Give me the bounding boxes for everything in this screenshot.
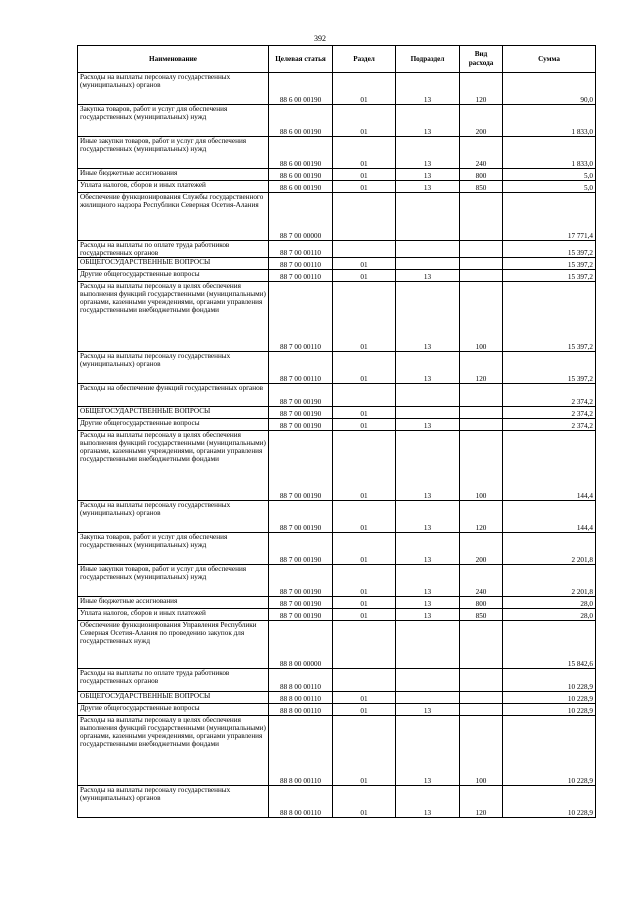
row-amount: 10 228,9 — [503, 669, 596, 692]
row-amount: 10 228,9 — [503, 704, 596, 716]
row-subsection — [396, 669, 460, 692]
row-name: Иные бюджетные ассигнования — [78, 169, 269, 181]
header-expense-type: Вид расхода — [460, 46, 503, 73]
row-expense-type: 120 — [460, 501, 503, 533]
row-section: 01 — [333, 431, 396, 501]
row-code: 88 7 00 00110 — [269, 270, 333, 282]
row-subsection — [396, 692, 460, 704]
row-name: Иные закупки товаров, работ и услуг для обеспечения государственных (муниципальных) нужд — [78, 565, 269, 597]
row-name: Закупка товаров, работ и услуг для обеспечения государственных (муниципальных) нужд — [78, 105, 269, 137]
row-section: 01 — [333, 597, 396, 609]
table-row — [78, 181, 596, 193]
row-amount: 2 374,2 — [503, 407, 596, 419]
row-code: 88 7 00 00190 — [269, 533, 333, 565]
row-amount: 17 771,4 — [503, 193, 596, 241]
row-amount: 10 228,9 — [503, 692, 596, 704]
table-row — [78, 137, 596, 169]
row-subsection — [396, 384, 460, 407]
table-row — [78, 609, 596, 621]
row-expense-type: 240 — [460, 565, 503, 597]
row-name: Закупка товаров, работ и услуг для обеспечения государственных (муниципальных) нужд — [78, 533, 269, 565]
row-code: 88 8 00 00000 — [269, 621, 333, 669]
header-amount: Сумма — [503, 46, 596, 73]
table-row — [78, 692, 596, 704]
row-expense-type — [460, 704, 503, 716]
table-row — [78, 241, 596, 258]
row-section — [333, 621, 396, 669]
row-subsection: 13 — [396, 181, 460, 193]
row-amount: 1 833,0 — [503, 137, 596, 169]
row-section: 01 — [333, 270, 396, 282]
row-section: 01 — [333, 105, 396, 137]
row-name: Уплата налогов, сборов и иных платежей — [78, 181, 269, 193]
row-section: 01 — [333, 137, 396, 169]
row-expense-type: 240 — [460, 137, 503, 169]
row-section: 01 — [333, 407, 396, 419]
row-name: Расходы на выплаты персоналу государственных (муниципальных) органов — [78, 501, 269, 533]
row-name: Расходы на выплаты персоналу государственных (муниципальных) органов — [78, 73, 269, 105]
row-name: Иные закупки товаров, работ и услуг для обеспечения государственных (муниципальных) нужд — [78, 137, 269, 169]
table-row — [78, 565, 596, 597]
row-expense-type: 120 — [460, 786, 503, 818]
table-row — [78, 352, 596, 384]
row-section: 01 — [333, 352, 396, 384]
header-name: Наименование — [78, 46, 269, 73]
row-code: 88 6 00 00190 — [269, 105, 333, 137]
row-subsection: 13 — [396, 431, 460, 501]
row-subsection — [396, 258, 460, 270]
row-expense-type — [460, 384, 503, 407]
row-name: Другие общегосударственные вопросы — [78, 270, 269, 282]
row-subsection — [396, 193, 460, 241]
header-code: Целевая статья — [269, 46, 333, 73]
row-section: 01 — [333, 169, 396, 181]
table-row — [78, 533, 596, 565]
row-expense-type — [460, 258, 503, 270]
row-name: Расходы на обеспечение функций государственных органов — [78, 384, 269, 407]
row-code: 88 7 00 00110 — [269, 241, 333, 258]
row-section — [333, 241, 396, 258]
row-section — [333, 384, 396, 407]
row-subsection: 13 — [396, 419, 460, 431]
row-section — [333, 193, 396, 241]
table-row — [78, 258, 596, 270]
row-expense-type — [460, 669, 503, 692]
row-section: 01 — [333, 704, 396, 716]
row-name: Иные бюджетные ассигнования — [78, 597, 269, 609]
row-section — [333, 669, 396, 692]
page-number: 392 — [314, 34, 326, 43]
row-name: Другие общегосударственные вопросы — [78, 419, 269, 431]
row-name: ОБЩЕГОСУДАРСТВЕННЫЕ ВОПРОСЫ — [78, 692, 269, 704]
row-expense-type: 800 — [460, 169, 503, 181]
row-name: Расходы на выплаты по оплате труда работников государственных органов — [78, 669, 269, 692]
table-row — [78, 105, 596, 137]
row-subsection: 13 — [396, 786, 460, 818]
row-expense-type: 850 — [460, 609, 503, 621]
row-expense-type — [460, 407, 503, 419]
row-name: Расходы на выплаты персоналу государственных (муниципальных) органов — [78, 786, 269, 818]
row-section: 01 — [333, 565, 396, 597]
row-section: 01 — [333, 716, 396, 786]
row-subsection: 13 — [396, 73, 460, 105]
row-amount: 2 374,2 — [503, 384, 596, 407]
table-row — [78, 193, 596, 241]
row-subsection: 13 — [396, 352, 460, 384]
row-amount: 144,4 — [503, 431, 596, 501]
row-name: Расходы на выплаты персоналу в целях обеспечения выполнения функций государственными (муниципальными) органами, казенными учреждениями, органами управления государственными внебюджетными фондами — [78, 431, 269, 501]
row-subsection: 13 — [396, 716, 460, 786]
table-row — [78, 786, 596, 818]
table-row — [78, 597, 596, 609]
row-name: Расходы на выплаты персоналу в целях обеспечения выполнения функций государственными (муниципальными) органами, казенными учреждениями, органами управления государственными внебюджетными фондами — [78, 716, 269, 786]
row-section: 01 — [333, 609, 396, 621]
table-row — [78, 73, 596, 105]
row-amount: 28,0 — [503, 609, 596, 621]
row-code: 88 8 00 00110 — [269, 692, 333, 704]
row-expense-type — [460, 621, 503, 669]
row-section: 01 — [333, 533, 396, 565]
row-name: ОБЩЕГОСУДАРСТВЕННЫЕ ВОПРОСЫ — [78, 407, 269, 419]
row-amount: 5,0 — [503, 181, 596, 193]
row-code: 88 7 00 00190 — [269, 501, 333, 533]
row-code: 88 8 00 00110 — [269, 716, 333, 786]
row-amount: 2 201,8 — [503, 533, 596, 565]
row-subsection: 13 — [396, 105, 460, 137]
row-expense-type — [460, 193, 503, 241]
row-section: 01 — [333, 258, 396, 270]
row-code: 88 7 00 00110 — [269, 352, 333, 384]
row-section: 01 — [333, 181, 396, 193]
row-amount: 15 397,2 — [503, 258, 596, 270]
row-code: 88 7 00 00110 — [269, 282, 333, 352]
row-amount: 5,0 — [503, 169, 596, 181]
row-subsection: 13 — [396, 270, 460, 282]
row-amount: 90,0 — [503, 73, 596, 105]
budget-table — [77, 45, 596, 818]
row-code: 88 8 00 00110 — [269, 704, 333, 716]
row-subsection: 13 — [396, 169, 460, 181]
row-subsection: 13 — [396, 501, 460, 533]
row-expense-type: 100 — [460, 716, 503, 786]
row-code: 88 7 00 00190 — [269, 597, 333, 609]
row-name: Обеспечение функционирования Службы государственного жилищного надзора Республики Северная Осетия-Алания — [78, 193, 269, 241]
row-expense-type: 120 — [460, 352, 503, 384]
row-code: 88 8 00 00110 — [269, 669, 333, 692]
row-name: Другие общегосударственные вопросы — [78, 704, 269, 716]
row-expense-type — [460, 270, 503, 282]
row-amount: 15 842,6 — [503, 621, 596, 669]
row-subsection: 13 — [396, 533, 460, 565]
row-subsection: 13 — [396, 137, 460, 169]
row-code: 88 7 00 00000 — [269, 193, 333, 241]
row-name: Обеспечение функционирования Управления Республики Северная Осетия-Алания по проведению закупок для государственных нужд — [78, 621, 269, 669]
table-header-row — [78, 46, 596, 73]
row-code: 88 8 00 00110 — [269, 786, 333, 818]
table-row — [78, 169, 596, 181]
row-expense-type: 850 — [460, 181, 503, 193]
row-code: 88 7 00 00190 — [269, 609, 333, 621]
row-amount: 2 201,8 — [503, 565, 596, 597]
row-expense-type: 100 — [460, 282, 503, 352]
table-row — [78, 716, 596, 786]
row-name: Расходы на выплаты по оплате труда работников государственных органов — [78, 241, 269, 258]
row-name: Уплата налогов, сборов и иных платежей — [78, 609, 269, 621]
row-code: 88 6 00 00190 — [269, 137, 333, 169]
row-expense-type: 200 — [460, 533, 503, 565]
row-subsection — [396, 621, 460, 669]
row-amount: 10 228,9 — [503, 716, 596, 786]
row-expense-type — [460, 241, 503, 258]
row-amount: 15 397,2 — [503, 241, 596, 258]
table-row — [78, 501, 596, 533]
row-subsection: 13 — [396, 609, 460, 621]
row-subsection: 13 — [396, 597, 460, 609]
row-expense-type: 800 — [460, 597, 503, 609]
row-code: 88 7 00 00190 — [269, 384, 333, 407]
row-amount: 15 397,2 — [503, 270, 596, 282]
row-amount: 28,0 — [503, 597, 596, 609]
row-subsection: 13 — [396, 565, 460, 597]
row-code: 88 6 00 00190 — [269, 181, 333, 193]
row-amount: 15 397,2 — [503, 282, 596, 352]
row-code: 88 6 00 00190 — [269, 73, 333, 105]
row-amount: 2 374,2 — [503, 419, 596, 431]
table-row — [78, 419, 596, 431]
row-section: 01 — [333, 282, 396, 352]
header-section: Раздел — [333, 46, 396, 73]
table-row — [78, 431, 596, 501]
table-row — [78, 384, 596, 407]
row-amount: 1 833,0 — [503, 105, 596, 137]
row-section: 01 — [333, 692, 396, 704]
row-subsection: 13 — [396, 282, 460, 352]
row-name: ОБЩЕГОСУДАРСТВЕННЫЕ ВОПРОСЫ — [78, 258, 269, 270]
table-row — [78, 282, 596, 352]
row-code: 88 6 00 00190 — [269, 169, 333, 181]
row-amount: 15 397,2 — [503, 352, 596, 384]
row-section: 01 — [333, 501, 396, 533]
row-name: Расходы на выплаты персоналу в целях обеспечения выполнения функций государственными (муниципальными) органами, казенными учреждениями, органами управления государственными внебюджетными фондами — [78, 282, 269, 352]
row-section: 01 — [333, 419, 396, 431]
table-row — [78, 407, 596, 419]
row-expense-type: 120 — [460, 73, 503, 105]
row-subsection — [396, 241, 460, 258]
row-expense-type: 200 — [460, 105, 503, 137]
table-row — [78, 669, 596, 692]
row-subsection — [396, 407, 460, 419]
row-subsection: 13 — [396, 704, 460, 716]
table-row — [78, 270, 596, 282]
header-subsection: Подраздел — [396, 46, 460, 73]
row-code: 88 7 00 00190 — [269, 419, 333, 431]
row-name: Расходы на выплаты персоналу государственных (муниципальных) органов — [78, 352, 269, 384]
row-expense-type — [460, 419, 503, 431]
row-code: 88 7 00 00190 — [269, 407, 333, 419]
row-expense-type: 100 — [460, 431, 503, 501]
row-amount: 144,4 — [503, 501, 596, 533]
row-amount: 10 228,9 — [503, 786, 596, 818]
row-code: 88 7 00 00190 — [269, 431, 333, 501]
row-section: 01 — [333, 786, 396, 818]
table-row — [78, 621, 596, 669]
row-expense-type — [460, 692, 503, 704]
row-code: 88 7 00 00190 — [269, 565, 333, 597]
row-code: 88 7 00 00110 — [269, 258, 333, 270]
table-row — [78, 704, 596, 716]
row-section: 01 — [333, 73, 396, 105]
